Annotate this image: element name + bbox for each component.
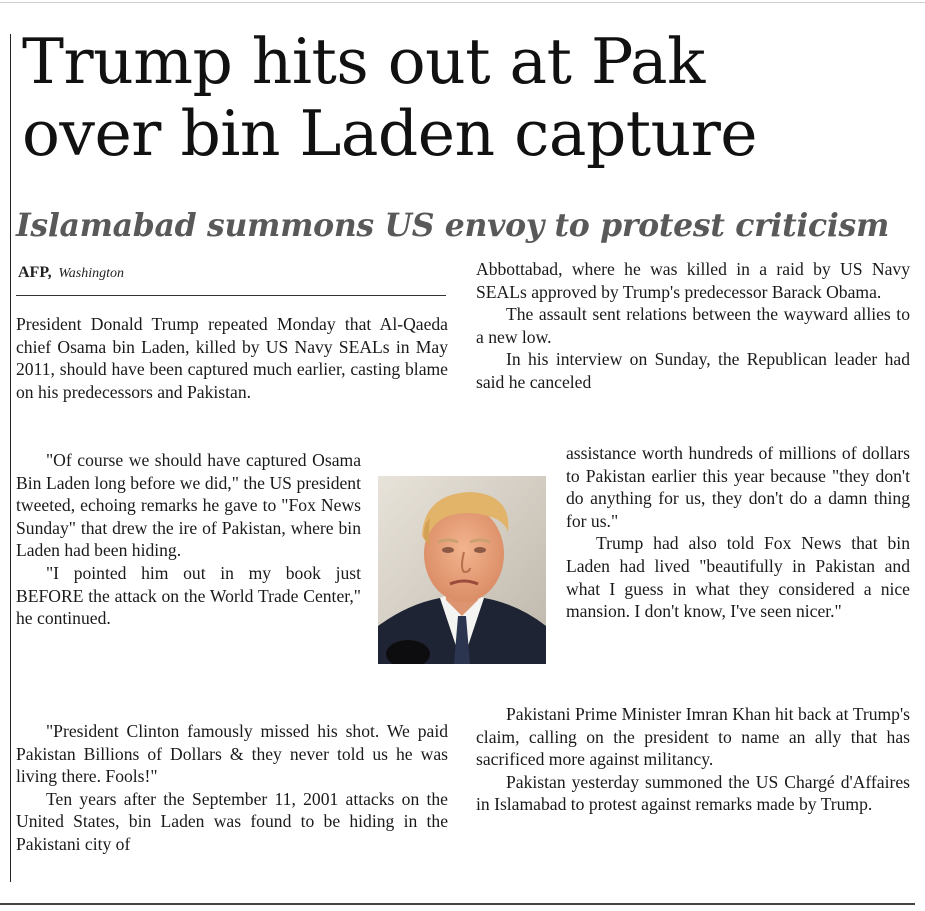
paragraph-9: Pakistani Prime Minister Imran Khan hit back at Trump's claim, calling on the president to name an ally that has sacrificed more against militancy. [476, 704, 910, 770]
paragraph-6: The assault sent relations between the wayward allies to a new low. [476, 304, 910, 347]
paragraph-7-start: In his interview on Sunday, the Republican leader had said he canceled [476, 349, 910, 392]
headline [22, 26, 912, 170]
left-column-beside-photo [16, 449, 361, 630]
paragraph-5: Ten years after the September 11, 2001 attacks on the United States, bin Laden was found to be hiding in the Pakistani city of [16, 788, 448, 854]
right-column-top [476, 258, 910, 394]
paragraph-5-continued: Abbottabad, where he was killed in a raid by US Navy SEALs approved by Trump's predecessor Barack Obama. [476, 259, 910, 302]
trump-photo [378, 476, 546, 664]
byline-dateline: Washington [58, 266, 124, 281]
paragraph-1: President Donald Trump repeated Monday that Al-Qaeda chief Osama bin Laden, killed by US Navy SEALs in May 2011, should have been captured much earlier, casting blame on his predecessors and Pakistan. [16, 314, 448, 402]
byline-rule [16, 295, 446, 296]
bottom-border-rule [0, 903, 915, 905]
paragraph-3: "I pointed him out in my book just BEFORE the attack on the World Trade Center," he continued. [16, 562, 361, 629]
left-column-top [16, 313, 448, 403]
left-column-rule [10, 34, 11, 882]
subheadline: Islamabad summons US envoy to protest criticism [16, 207, 890, 244]
left-column-bottom [16, 720, 448, 856]
headline-line-1: Trump hits out at Pak [22, 25, 705, 98]
paragraph-8: Trump had also told Fox News that bin Laden had lived "beautifully in Pakistan and what I guess in what they considered a nice mansion. I don't know, I've seen nicer." [566, 533, 910, 622]
paragraph-10: Pakistan yesterday summoned the US Chargé d'Affaires in Islamabad to protest against remarks made by Trump. [476, 771, 910, 815]
paragraph-2: "Of course we should have captured Osama Bin Laden long before we did," the US president tweeted, echoing remarks he gave to "Fox News Sunday" that drew the ire of Pakistan, where bin Laden had been hiding. [16, 450, 361, 561]
paragraph-4: "President Clinton famously missed his shot. We paid Pakistan Billions of Dollars & they never told us he was living there. Fools!" [16, 721, 448, 787]
headline-line-2: over bin Laden capture [22, 97, 758, 170]
right-column-bottom [476, 703, 910, 816]
top-border-rule [0, 2, 925, 3]
portrait-image [378, 476, 546, 664]
paragraph-7-continued: assistance worth hundreds of millions of dollars to Pakistan earlier this year because "they don't do anything for us, they don't do a damn thing for us." [566, 443, 910, 531]
byline-agency: AFP, [18, 264, 52, 281]
right-column-beside-photo [566, 442, 910, 623]
byline [18, 264, 124, 282]
